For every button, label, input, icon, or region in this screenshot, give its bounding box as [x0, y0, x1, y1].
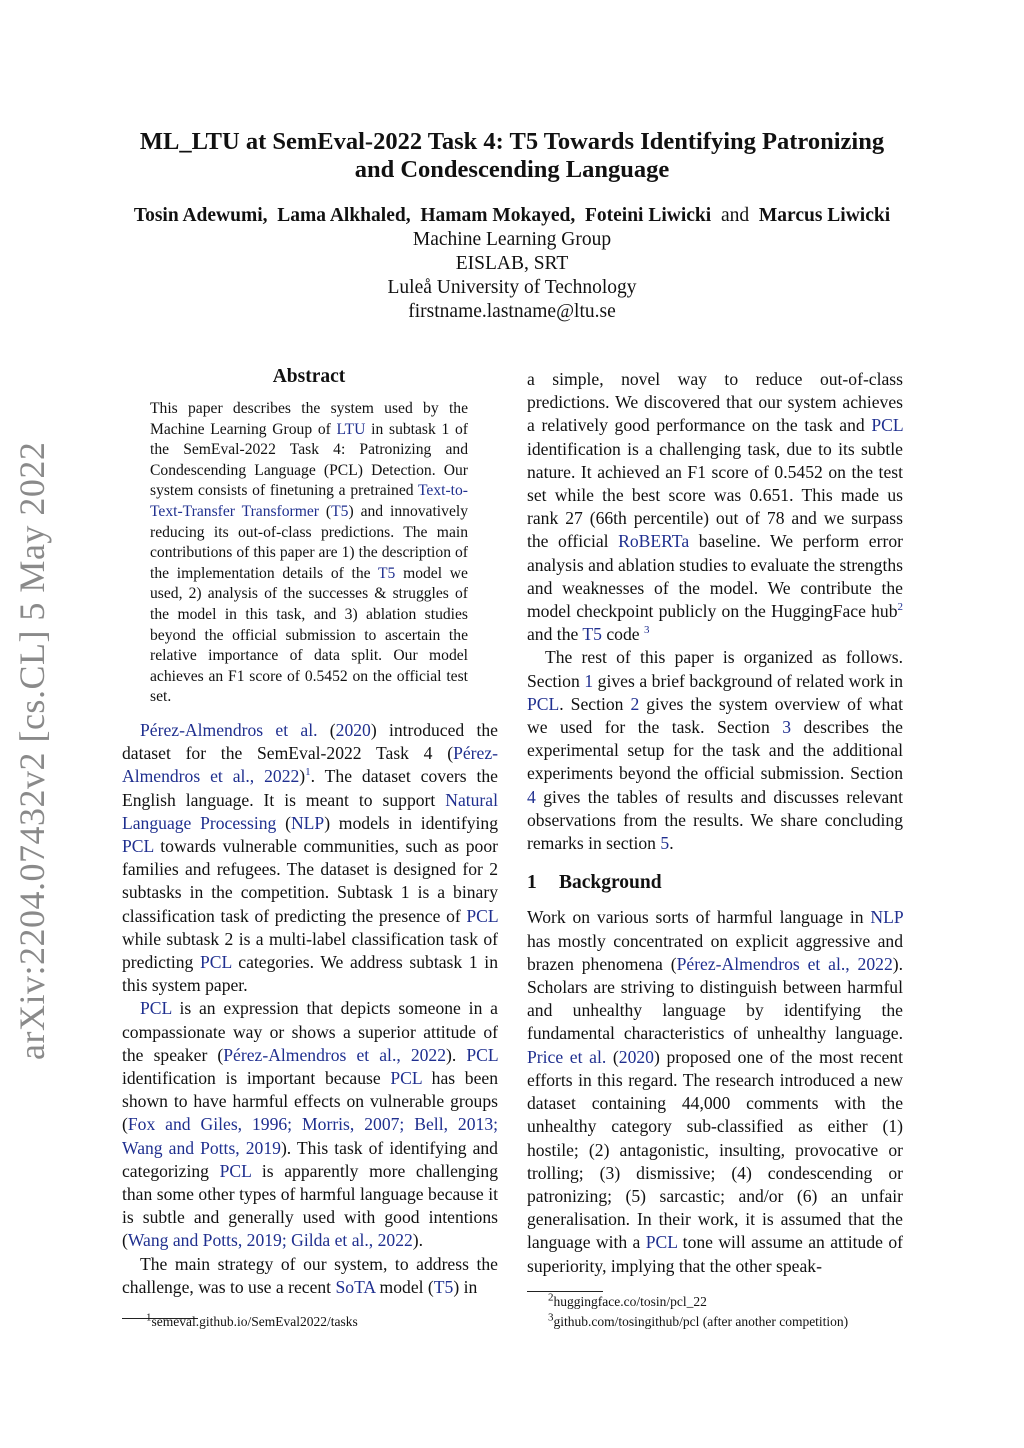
- citation-link[interactable]: 2020: [335, 720, 371, 740]
- text-run: in subtask 1 of the SemEval-2022 Task 4: Patronizing and Condescending Language (PCL) Detection. Our system consists of finetuning a pretrained: [150, 420, 468, 500]
- acronym-link[interactable]: PCL: [871, 415, 903, 436]
- footnote-mark: 1: [146, 1311, 152, 1324]
- acronym-link[interactable]: T5: [582, 624, 602, 645]
- acronym-link[interactable]: PCL: [466, 905, 498, 926]
- text-run: is apparently more challenging than some other types of harmful language because it is subtle and generally used with good intentions (: [122, 1160, 498, 1251]
- author-email: firstname.lastname@ltu.se: [408, 301, 616, 322]
- citation-link[interactable]: Wang and Potts, 2019; Gilda et al., 2022: [127, 1230, 413, 1251]
- citation-link[interactable]: Pérez-Almendros et al., 2022: [223, 1044, 447, 1065]
- background-paragraph: [527, 906, 903, 1277]
- text-run: identification is a challenging task, due to its subtle nature. It achieved an F1 score of 0.5452 on the test set while the best score was 0.651. This made us rank 27 (66th percentile) out of 78 and we surpass the official: [527, 438, 903, 552]
- author-name: Hamam Mokayed,: [420, 205, 576, 226]
- footnote-marker[interactable]: 1: [305, 766, 311, 779]
- acronym-link[interactable]: LTU: [336, 420, 366, 438]
- intro-paragraph-2: [122, 997, 498, 1252]
- text-run: is an expression that depicts someone in a compassionate way or shows a superior attitude of the speaker (: [122, 998, 498, 1065]
- text-run: gives a brief background of related work in: [593, 670, 903, 691]
- right-column: [527, 368, 903, 1278]
- text-run: The rest of this paper is organized as follows. Section: [527, 647, 903, 691]
- footnote-3: [548, 1313, 848, 1330]
- section-title: Background: [559, 872, 662, 894]
- acronym-link[interactable]: NLP: [290, 812, 325, 833]
- footnote-url[interactable]: github.com/tosingithub/pcl (after another competition): [553, 1314, 849, 1329]
- paper-title: [100, 128, 924, 184]
- title-block: [100, 128, 924, 324]
- text-run: and the: [527, 624, 583, 645]
- acronym-link[interactable]: Natural Language Processing: [122, 789, 498, 833]
- affiliation-lab: EISLAB, SRT: [455, 253, 569, 274]
- text-run: identification is important because: [122, 1068, 391, 1089]
- text-run: model we used, 2) analysis of the successes & struggles of the model in this task, and 3) ablation studies beyond the official submission to ascertain the relative importance of data split. Our model achieves an F1 score of 0.5452 on the official test set.: [150, 564, 468, 706]
- section-ref-link[interactable]: 5: [660, 833, 670, 854]
- text-run: Work on various sorts of harmful language in: [527, 907, 871, 928]
- text-run: ). This task of identifying and categorizing: [122, 1137, 498, 1181]
- section-ref-link[interactable]: 2: [630, 693, 640, 714]
- text-run: ). Scholars are striving to distinguish between harmful and unhealthy language by identifying the fundamental characteristics of unhealthy language.: [527, 953, 904, 1044]
- citation-link[interactable]: Price et al.: [527, 1046, 607, 1067]
- text-run: gives the tables of results and discusses relevant observations from the results. We share concluding remarks in section: [527, 786, 903, 854]
- text-run: (: [276, 812, 291, 833]
- text-run: baseline. We perform error analysis and ablation studies to evaluate the strengths and weaknesses of the model. We contribute the model checkpoint publicly on the HuggingFace hub: [527, 531, 903, 622]
- intro-paragraph-3: [122, 1253, 498, 1299]
- footnote-marker[interactable]: 3: [643, 624, 650, 637]
- section-ref-link[interactable]: 4: [527, 786, 536, 807]
- text-run: . Section: [559, 693, 631, 714]
- title-line-2: and Condescending Language: [354, 156, 670, 183]
- affiliation-university: Luleå University of Technology: [387, 277, 637, 298]
- footnote-url[interactable]: semeval.github.io/SemEval2022/tasks: [151, 1314, 358, 1329]
- text-run: code: [601, 624, 644, 645]
- text-run: .: [669, 833, 674, 854]
- footnote-url[interactable]: huggingface.co/tosin/pcl_22: [553, 1294, 707, 1309]
- text-run: (: [318, 502, 332, 520]
- text-run: ).: [412, 1230, 424, 1251]
- acronym-link[interactable]: RoBERTa: [618, 531, 690, 552]
- left-column: [122, 719, 498, 1299]
- acronym-link[interactable]: NLP: [870, 907, 903, 928]
- acronym-link[interactable]: PCL: [200, 952, 232, 973]
- acronym-link[interactable]: Text-to-Text-Transfer Transformer: [150, 482, 468, 520]
- text-run: (: [606, 1046, 619, 1067]
- footnote-mark: 3: [548, 1311, 554, 1324]
- abstract-heading: Abstract: [272, 366, 346, 387]
- text-run: This paper describes the system used by the Machine Learning Group of: [150, 400, 468, 438]
- footnote-1: [146, 1313, 358, 1330]
- text-run: gives the system overview of what we used for the task. Section: [527, 693, 903, 738]
- acronym-link[interactable]: PCL: [390, 1068, 422, 1089]
- text-run: has mostly concentrated on explicit aggressive and brazen phenomena (: [527, 930, 903, 974]
- footnote-2: [548, 1293, 707, 1310]
- text-run: (: [317, 720, 336, 740]
- acronym-link[interactable]: PCL: [122, 836, 154, 857]
- text-run: ) models in identifying: [324, 812, 498, 833]
- acronym-link[interactable]: T5: [433, 1276, 454, 1297]
- author-list: [100, 204, 924, 228]
- text-run: categories. We address subtask 1 in this system paper.: [122, 952, 498, 996]
- text-run: ) and innovatively reducing its out-of-class predictions. The main contributions of this paper are 1) the description of the implementation details of the: [150, 502, 468, 582]
- arxiv-identifier-stamp: arXiv:2204.07432v2 [cs.CL] 5 May 2022: [12, 441, 52, 1060]
- text-run: ).: [446, 1044, 467, 1065]
- author-name: Foteini Liwicki: [584, 205, 712, 226]
- acronym-link[interactable]: T5: [378, 564, 396, 582]
- footnote-marker[interactable]: 2: [897, 601, 903, 614]
- acronym-link[interactable]: SoTA: [335, 1276, 376, 1297]
- text-run: model (: [375, 1276, 434, 1297]
- text-run: while subtask 2 is a multi-label classification task of predicting: [122, 928, 498, 973]
- author-name: Marcus Liwicki: [758, 205, 891, 226]
- text-run: ) in: [453, 1276, 478, 1297]
- author-conjunction: and: [720, 205, 750, 226]
- section-ref-link[interactable]: 1: [584, 670, 594, 691]
- citation-link[interactable]: Fox and Giles, 1996; Morris, 2007; Bell, 2013; Wang and Potts, 2019: [122, 1114, 498, 1158]
- author-name: Lama Alkhaled,: [277, 205, 411, 226]
- acronym-link[interactable]: PCL: [140, 998, 172, 1019]
- text-run: a simple, novel way to reduce out-of-class predictions. We discovered that our system achieves a relatively good performance on the task and: [527, 369, 903, 436]
- citation-link[interactable]: Pérez-Almendros et al., 2022: [676, 953, 893, 974]
- affiliation-group: Machine Learning Group: [412, 229, 612, 250]
- title-line-1: ML_LTU at SemEval-2022 Task 4: T5 Towards Identifying Patronizing: [139, 128, 885, 155]
- citation-link[interactable]: Pérez-Almendros et al., 2022: [122, 743, 498, 787]
- acronym-link[interactable]: T5: [331, 502, 349, 520]
- section-heading-background: [527, 871, 903, 894]
- citation-link[interactable]: Pérez-Almendros et al.: [140, 720, 318, 740]
- text-run: The main strategy of our system, to address the challenge, was to use a recent: [122, 1253, 498, 1297]
- intro-paragraph-1: [122, 719, 498, 997]
- text-run: has been shown to have harmful effects on vulnerable groups (: [122, 1068, 498, 1135]
- text-run: ) introduced the dataset for the SemEval-2022 Task 4 (: [122, 720, 498, 764]
- section-number: 1: [527, 872, 537, 894]
- text-run: tone will assume an attitude of superiority, implying that the other speak-: [527, 1232, 903, 1276]
- footnote-divider: [527, 1291, 603, 1292]
- text-run: ) proposed one of the most recent efforts in this regard. The research introduced a new dataset containing 44,000 comments with the unhealthy category sub-classified as either (1) hostile; (2) antagonistic, insulting, provocative or trolling; (3) dismissive; (4) condescending or patronizing; (5) sarcastic; and/or (6) an unfair generalisation. In their work, it is assumed that the language with a: [527, 1046, 903, 1253]
- acronym-link[interactable]: PCL: [527, 693, 560, 714]
- text-run: towards vulnerable communities, such as poor families and refugees. The dataset is designed for 2 subtasks in the competition. Subtask 1 is a binary classification task of predicting the presence of: [122, 836, 498, 926]
- text-run: . The dataset covers the English language. It is meant to support: [122, 766, 498, 810]
- acronym-link[interactable]: PCL: [219, 1160, 252, 1181]
- author-name: Tosin Adewumi,: [133, 205, 268, 226]
- intro-paragraph-continued: [527, 368, 903, 646]
- abstract-body: [150, 399, 468, 708]
- citation-link[interactable]: 2020: [618, 1046, 654, 1067]
- section-ref-link[interactable]: 3: [782, 717, 792, 738]
- organization-paragraph: [527, 646, 903, 855]
- acronym-link[interactable]: PCL: [466, 1044, 499, 1065]
- footnote-mark: 2: [548, 1291, 554, 1304]
- text-run: describes the experimental setup for the task and the additional experiments beyond the official submission. Section: [527, 717, 903, 784]
- acronym-link[interactable]: PCL: [645, 1232, 678, 1253]
- text-run: ): [299, 766, 306, 787]
